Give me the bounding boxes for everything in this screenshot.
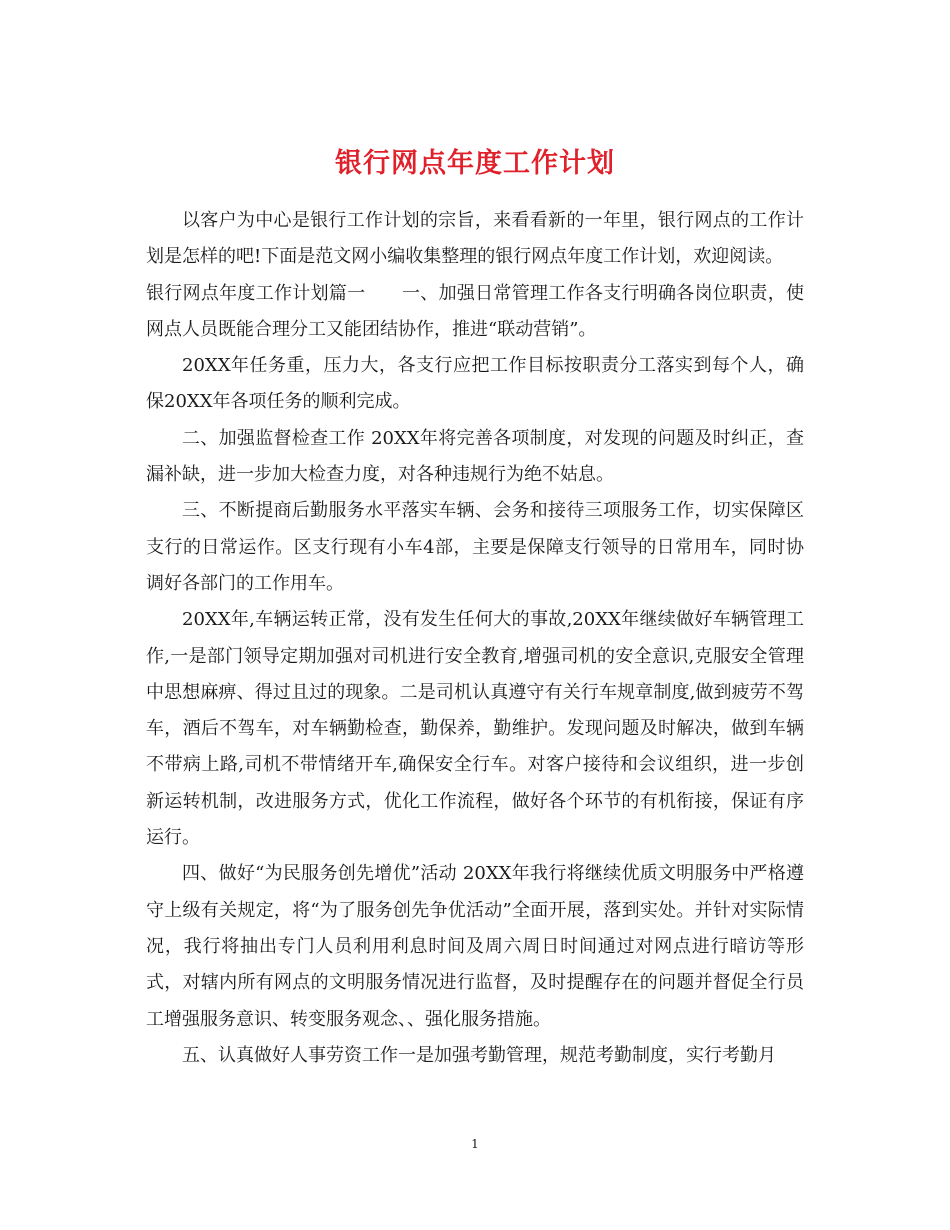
document-title: 银行网点年度工作计划 <box>335 148 615 180</box>
paragraph-logistics: 三、不断提商后勤服务水平落实车辆、会务和接待三项服务工作，切实保障区支行的日常运作。区支行现有小车4部，主要是保障支行领导的日常用车，同时协调好各部门的工作用车。 <box>146 500 804 594</box>
paragraph-tasks: 20XX年任务重，压力大，各支行应把工作目标按职责分工落实到每个人，确保20XX年各项任务的顺利完成。 <box>146 355 804 413</box>
paragraph-personnel: 五、认真做好人事劳资工作一是加强考勤管理，规范考勤制度，实行考勤月 <box>182 1044 776 1066</box>
paragraph-vehicles: 20XX年,车辆运转正常，没有发生任何大的事故,20XX年继续做好车辆管理工作,一是部门领导定期加强对司机进行安全教育,增强司机的安全意识,克服安全管理中思想麻痹、得过且过的现象。二是司机认真遵守有关行车规章制度,做到疲劳不驾车，酒后不驾车，对车辆勤检查，勤保养，勤维护。发现问题及时解决，做到车辆不带病上路,司机不带情绪开车,确保安全行车。对客户接待和会议组织，进一步创新运转机制，改进服务方式，优化工作流程，做好各个环节的有机衔接，保证有序运行。 <box>146 609 804 849</box>
document-body <box>146 203 804 1074</box>
paragraph-service: 四、做好“为民服务创先增优”活动 20XX年我行将继续优质文明服务中严格遵守上级有关规定，将“为了服务创先争优活动”全面开展，落到实处。并针对实际情况，我行将抽出专门人员利用利息时间及周六周日时间通过对网点进行暗访等形式，对辖内所有网点的文明服务情况进行监督，及时提醒存在的问题并督促全行员工增强服务意识、转变服务观念、、强化服务措施。 <box>146 863 804 1030</box>
paragraph-plan-one: 银行网点年度工作计划篇一 一、加强日常管理工作各支行明确各岗位职责，使网点人员既能合理分工又能团结协作，推进“联动营销”。 <box>146 282 804 340</box>
page-number: 1 <box>471 1137 479 1151</box>
paragraph-supervision: 二、加强监督检查工作 20XX年将完善各项制度，对发现的问题及时纠正，查漏补缺，进一步加大检查力度，对各种违规行为绝不姑息。 <box>146 427 804 486</box>
paragraph-intro: 以客户为中心是银行工作计划的宗旨，来看看新的一年里，银行网点的工作计划是怎样的吧!下面是范文网小编收集整理的银行网点年度工作计划，欢迎阅读。 <box>146 210 804 268</box>
